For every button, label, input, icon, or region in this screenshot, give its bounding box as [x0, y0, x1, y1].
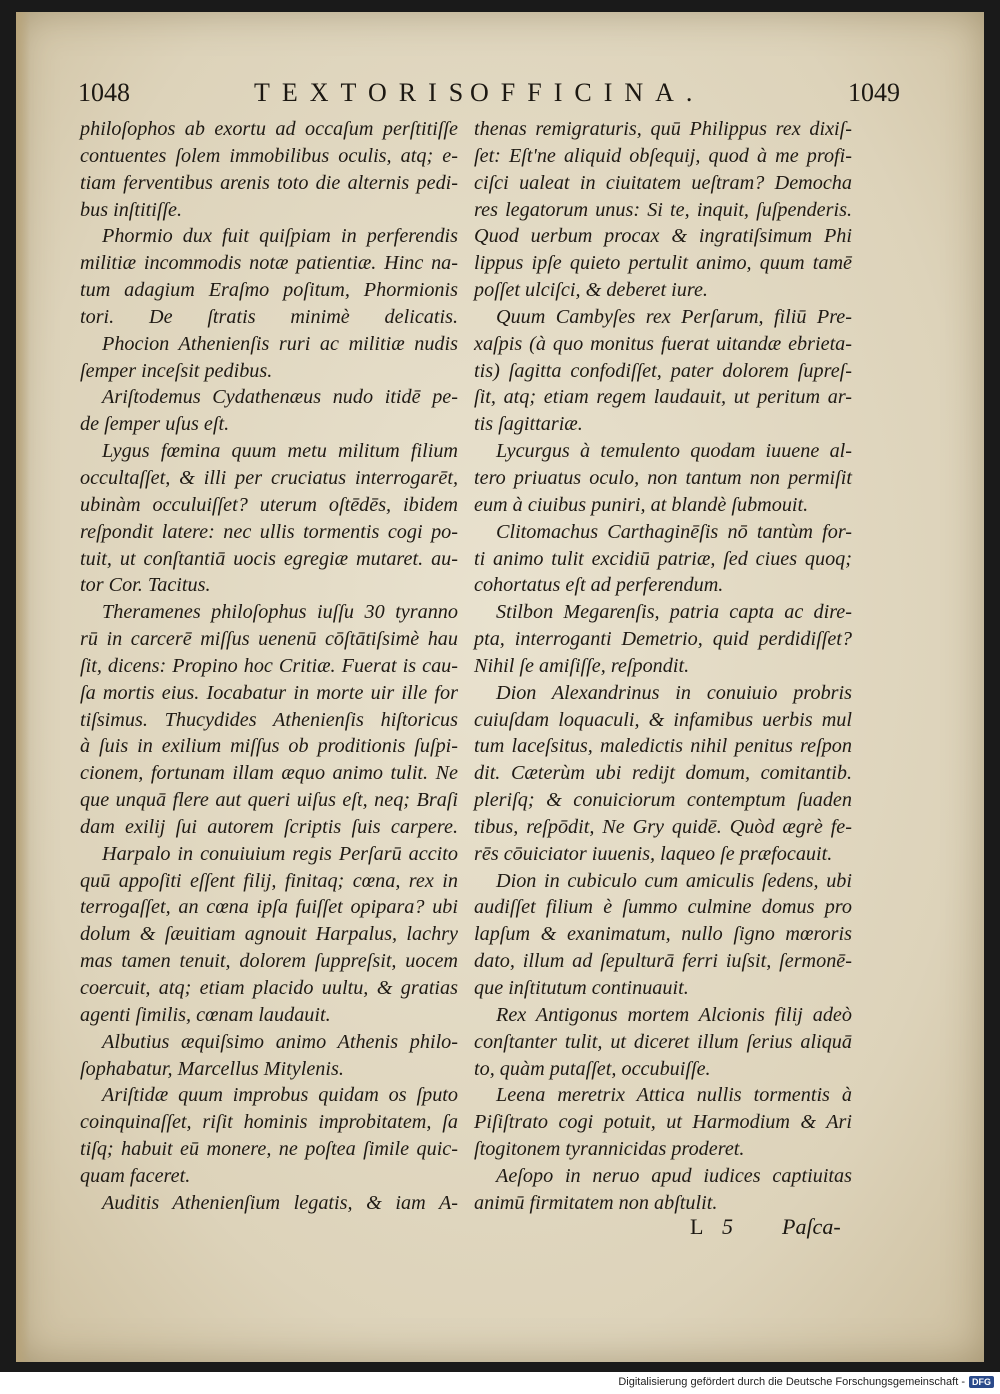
text-line: Harpalo in conuiuium regis Perſarū accito: [102, 842, 458, 865]
text-line: pleriſq; & conuiciorum contemptum ſuaden: [474, 789, 852, 812]
text-line: xaſpis (à quo monitus fuerat uitandæ ebrieta-: [474, 332, 852, 355]
text-line: rēs cōuiciator iuuenis, laqueo ſe præfocauit.: [474, 842, 833, 865]
digitization-credit: [618, 1374, 994, 1390]
text-line: Piſiſtrato cogi potuit, ut Harmodium & Ari: [474, 1111, 852, 1134]
text-line: ciſci ualeat in ciuitatem ueſtram? Democha: [474, 171, 852, 194]
text-line: res legatorum unus: Si te, inquit, ſuſpenderis.: [474, 198, 852, 221]
text-line: lapſum & exanimatum, nullo ſigno mœroris: [474, 923, 852, 946]
text-line: coinquinaſſet, riſit hominis improbitatem, ſa: [80, 1111, 458, 1134]
text-line: Lycurgus à temulento quodam iuuene al-: [496, 440, 852, 463]
text-line: Dion in cubiculo cum amiculis ſedens, ubi: [496, 869, 852, 892]
text-line: Quod uerbum procax & ingratiſsimum Phi: [474, 225, 852, 248]
text-line: dolum & ſæuitiam agnouit Harpalus, lachry: [80, 923, 458, 946]
page-footer: [682, 1214, 882, 1244]
text-line: agenti ſimilis, cœnam laudauit.: [80, 1003, 331, 1026]
text-line: to, quàm putaſſet, occubuiſſe.: [474, 1057, 711, 1080]
text-line: Ariſtidæ quum improbus quidam os ſputo: [102, 1084, 458, 1107]
text-line: tor Cor. Tacitus.: [80, 574, 211, 597]
page-number-left: 1048: [78, 78, 130, 107]
text-line: ſet: Eſt'ne aliquid obſequij, quod à me profi-: [474, 144, 852, 167]
text-line: cuiuſdam loquaculi, & infamibus uerbis mul: [474, 708, 852, 731]
text-line: Phocion Athenienſis ruri ac militiæ nudis: [102, 332, 458, 355]
text-line: philoſophos ab exortu ad occaſum perſtitiſſe: [80, 118, 458, 140]
text-line: Aeſopo in neruo apud iudices captiuitas: [496, 1164, 852, 1187]
text-line: occultaſſet, & illi per cruciatus interrogarēt,: [80, 466, 458, 489]
running-title-right: OFFICINA.: [470, 78, 705, 107]
text-line: reſpondit latere: nec ullis tormentis cogi po-: [80, 520, 458, 543]
text-line: Dion Alexandrinus in conuiuio probris: [496, 681, 852, 704]
text-line: Rex Antigonus mortem Alcionis filij adeò: [496, 1003, 852, 1026]
text-line: tuit, ut conſtantiā uocis egregiæ mutaret. au-: [80, 547, 458, 570]
text-line: Clitomachus Carthaginēſis nō tantùm for-: [496, 520, 852, 543]
text-line: dit. Cæterùm ubi redijt domum, comitantib.: [474, 762, 852, 785]
signature-letter: L: [690, 1214, 704, 1239]
text-line: Quum Cambyſes rex Perſarum, filiū Pre-: [496, 305, 852, 328]
text-line: ti animo tulit excidiū patriæ, ſed ciues quoq;: [474, 547, 852, 570]
text-line: Nihil ſe amiſiſſe, reſpondit.: [474, 654, 690, 677]
text-line: Theramenes philoſophus iuſſu 30 tyranno: [102, 601, 458, 624]
text-line: tiam ferventibus arenis toto die alternis pedi-: [80, 171, 458, 194]
text-line: pta, interroganti Demetrio, quid perdidiſſet?: [474, 628, 852, 651]
text-line: Phormio dux fuit quiſpiam in perferendis: [102, 225, 458, 248]
text-line: poſſet ulciſci, & deberet iure.: [474, 279, 708, 302]
text-line: ſit, dicens: Propino hoc Critiæ. Fuerat is cau-: [80, 654, 458, 677]
text-line: Stilbon Megarenſis, patria capta ac dire-: [496, 601, 852, 624]
text-line: que unquā flere aut queri uiſus eſt, neq; Braſi: [80, 789, 458, 812]
text-line: ſtogitonem tyrannicidas proderet.: [474, 1138, 745, 1161]
text-line: mas tamen tenuit, dolorem ſuppreſsit, uocem: [80, 950, 458, 973]
dfg-logo: DFG: [969, 1376, 994, 1388]
text-line: lippus ipſe quieto pertulit animo, quum tamē: [474, 252, 852, 275]
text-line: tis) ſagitta confodiſſet, pater dolorem ſupreſ-: [474, 359, 852, 382]
text-column-right: [474, 116, 852, 1217]
running-header: [78, 78, 900, 118]
text-line: tibus, reſpōdit, Ne Gry quidē. Quòd ægrè fe-: [474, 815, 852, 838]
page-gutter-shadow: [16, 12, 30, 1362]
text-line: Auditis Athenienſium legatis, & iam A-: [102, 1191, 458, 1214]
credit-text: Digitalisierung gefördert durch die Deutsche Forschungsgemeinschaft -: [618, 1376, 965, 1388]
text-line: ſa mortis eius. Iocabatur in morte uir ille for: [80, 681, 458, 704]
text-line: dam exilij ſui autorem ſcriptis ſuis carpere.: [80, 815, 458, 838]
signature-number: 5: [722, 1214, 733, 1239]
text-line: Albutius æquiſsimo animo Athenis philo-: [102, 1030, 458, 1053]
page-number-right: 1049: [848, 78, 900, 107]
text-line: eum à ciuibus puniri, at blandè ſubmouit.: [474, 493, 809, 516]
text-line: thenas remigraturis, quū Philippus rex dixiſ-: [474, 118, 852, 140]
text-line: tori. De ſtratis minimè delicatis.: [80, 305, 458, 328]
text-line: ſophabatur, Marcellus Mitylenis.: [80, 1057, 344, 1080]
text-line: cohortatus eſt ad perferendum.: [474, 574, 724, 597]
text-line: bus inſtitiſſe.: [80, 198, 183, 221]
text-line: ſit, atq; etiam regem laudauit, ut peritum ar-: [474, 386, 852, 409]
text-line: tis ſagittariæ.: [474, 413, 583, 436]
text-line: à ſuis in exilium miſſus ob proditionis ſuſpi-: [80, 735, 458, 758]
text-line: tiſsimus. Thucydides Athenienſis hiſtoricus: [80, 708, 458, 731]
text-line: contuentes ſolem immobilibus oculis, atq; e-: [80, 144, 458, 167]
text-line: animū firmitatem non abſtulit.: [474, 1191, 718, 1214]
text-line: ubinàm occuluiſſet? uterum oſtēdēs, ibidem: [80, 493, 458, 516]
text-line: Ariſtodemus Cydathenæus nudo itidē pe-: [102, 386, 458, 409]
text-line: tero priuatus oculo, non tantum non permiſit: [474, 466, 852, 489]
text-line: tum laceſsitus, maledictis nihil penitus reſpon: [474, 735, 852, 758]
text-line: tum adagium Eraſmo poſitum, Phormionis: [80, 279, 458, 302]
text-line: tiſq; habuit eū monere, ne poſtea ſimile quic-: [80, 1138, 458, 1161]
text-line: quū appoſiti eſſent filij, finitaq; cœna, rex in: [80, 869, 458, 892]
book-page: [16, 12, 984, 1362]
catchword: Paſca-: [782, 1214, 841, 1239]
text-line: quam faceret.: [80, 1164, 191, 1187]
running-title-left: TEXTORIS: [254, 78, 476, 107]
text-line: ſemper inceſsit pedibus.: [80, 359, 273, 382]
text-line: que inſtitutum continuauit.: [474, 977, 689, 999]
text-line: rū in carcerē miſſus uenenū cōſtātiſsimè hau: [80, 628, 458, 651]
text-line: audiſſet filium è ſummo culmine domus pro: [474, 896, 852, 919]
text-line: dato, illum ad ſepulturā ferri iuſsit, ſermonē-: [474, 950, 852, 973]
text-line: conſtanter tulit, ut diceret illum ſerius aliquā: [474, 1030, 852, 1053]
text-line: cionem, fortunam illam æquo animo tulit. Ne: [80, 762, 458, 785]
text-line: de ſemper uſus eſt.: [80, 413, 230, 436]
text-line: Leena meretrix Attica nullis tormentis à: [496, 1084, 852, 1107]
text-line: militiæ incommodis notæ patientiæ. Hinc na-: [80, 252, 458, 275]
text-line: coercuit, atq; etiam placido uultu, & gratias: [80, 977, 458, 999]
text-column-left: [80, 116, 458, 1217]
text-line: terrogaſſet, an cœna ipſa fuiſſet opipara? ubi: [80, 896, 458, 919]
text-line: Lygus fœmina quum metu militum filium: [102, 440, 458, 463]
